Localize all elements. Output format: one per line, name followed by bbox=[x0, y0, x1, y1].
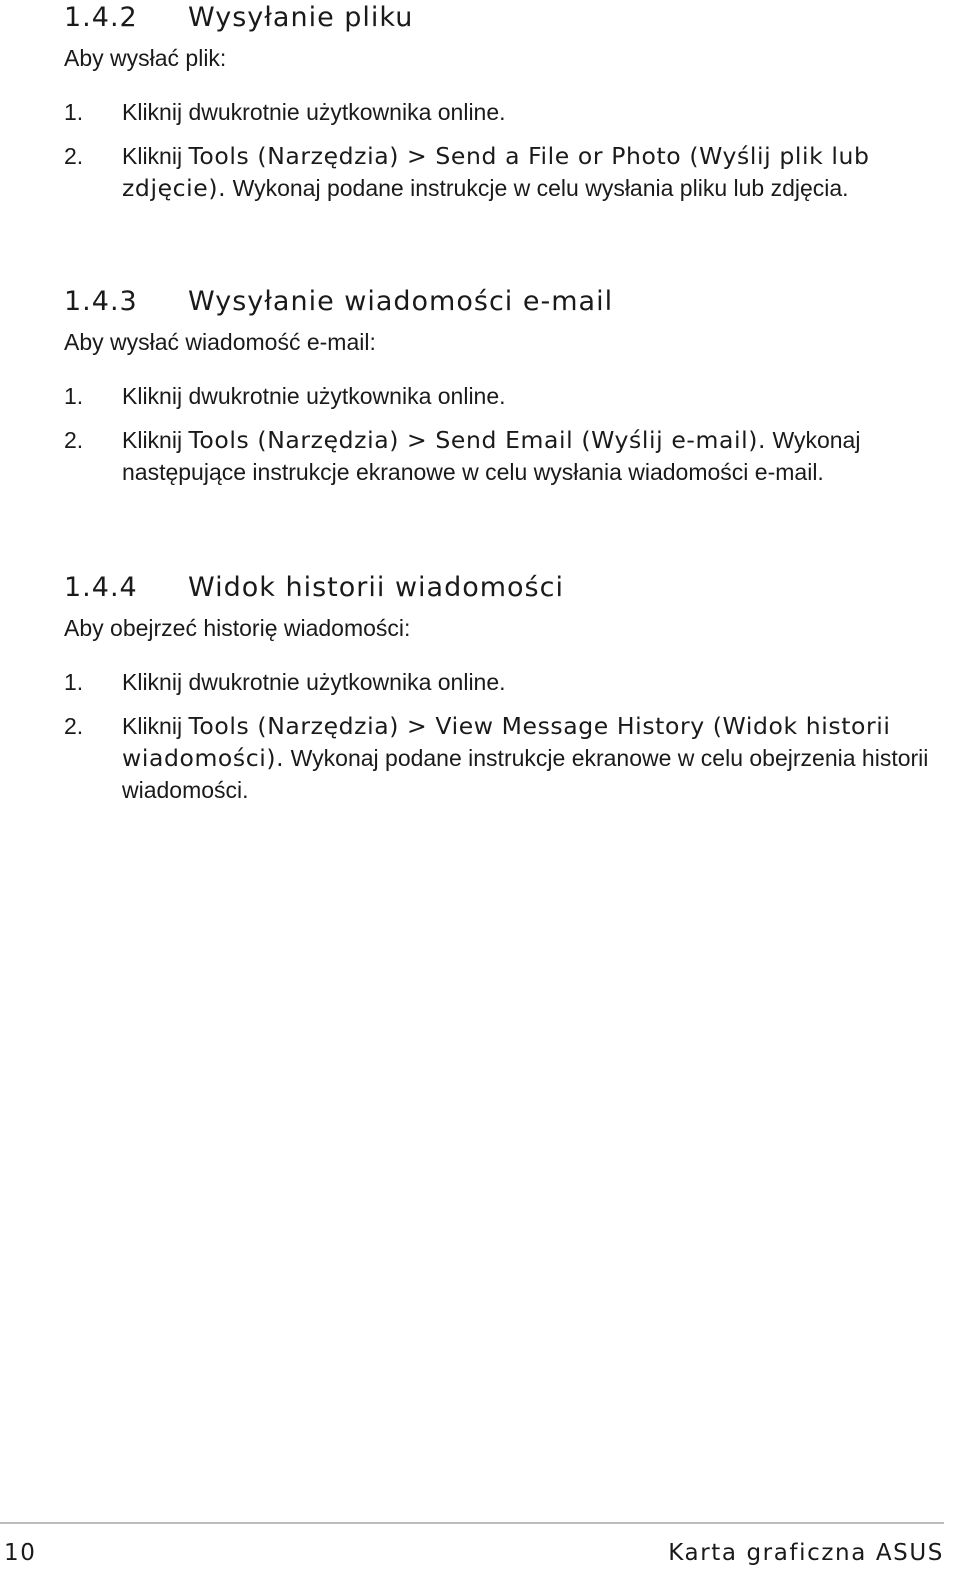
step-item bbox=[64, 380, 944, 412]
section-intro: Aby obejrzeć historię wiadomości: bbox=[64, 615, 411, 641]
step-followup-text: Wykonaj podane instrukcje ekranowe w celu obejrzenia historii wiadomości. bbox=[122, 745, 929, 803]
step-number: 1. bbox=[64, 669, 84, 695]
footer-divider bbox=[0, 1522, 944, 1524]
step-item bbox=[64, 140, 944, 204]
section-number: 1.4.3 bbox=[64, 286, 138, 317]
step-followup-text: Wykonaj następujące instrukcje ekranowe w celu wysłania wiadomości e-mail. bbox=[122, 427, 861, 485]
section-heading bbox=[64, 284, 944, 320]
section-heading bbox=[64, 570, 944, 606]
section-intro: Aby wysłać wiadomość e-mail: bbox=[64, 329, 376, 355]
step-item bbox=[64, 424, 944, 488]
page-number: 10 bbox=[4, 1540, 37, 1566]
step-text: Kliknij dwukrotnie użytkownika online. bbox=[122, 669, 506, 695]
section-number: 1.4.2 bbox=[64, 2, 138, 33]
menu-command: Tools (Narzędzia) > Send Email (Wyślij e-mail). bbox=[188, 426, 767, 454]
section-heading bbox=[64, 0, 944, 36]
section-send-email bbox=[64, 284, 944, 500]
step-number: 2. bbox=[64, 427, 84, 453]
page-footer bbox=[4, 1535, 944, 1571]
step-followup-text: Wykonaj podane instrukcje w celu wysłania pliku lub zdjęcia. bbox=[226, 175, 849, 201]
menu-command: Tools (Narzędzia) > View Message History (Widok historii wiadomości). bbox=[122, 712, 891, 772]
step-number: 1. bbox=[64, 383, 84, 409]
section-intro: Aby wysłać plik: bbox=[64, 45, 227, 71]
section-title: Wysyłanie pliku bbox=[188, 2, 414, 33]
step-text: Kliknij dwukrotnie użytkownika online. bbox=[122, 383, 506, 409]
step-list bbox=[64, 666, 944, 806]
step-list bbox=[64, 380, 944, 488]
section-number: 1.4.4 bbox=[64, 572, 138, 603]
document-title: Karta graficzna ASUS bbox=[668, 1540, 944, 1566]
step-item bbox=[64, 710, 944, 806]
step-number: 1. bbox=[64, 99, 84, 125]
section-title: Wysyłanie wiadomości e-mail bbox=[188, 286, 614, 317]
step-number: 2. bbox=[64, 143, 84, 169]
step-list bbox=[64, 96, 944, 204]
step-text: Kliknij dwukrotnie użytkownika online. bbox=[122, 99, 506, 125]
section-message-history bbox=[64, 570, 944, 818]
step-text: Kliknij bbox=[122, 427, 189, 453]
section-send-file bbox=[64, 0, 944, 216]
step-text: Kliknij bbox=[122, 713, 189, 739]
step-item bbox=[64, 96, 944, 128]
section-title: Widok historii wiadomości bbox=[188, 572, 564, 603]
step-text: Kliknij bbox=[122, 143, 189, 169]
step-number: 2. bbox=[64, 713, 84, 739]
menu-command: Tools (Narzędzia) > Send a File or Photo (Wyślij plik lub zdjęcie). bbox=[122, 142, 870, 202]
step-item bbox=[64, 666, 944, 698]
